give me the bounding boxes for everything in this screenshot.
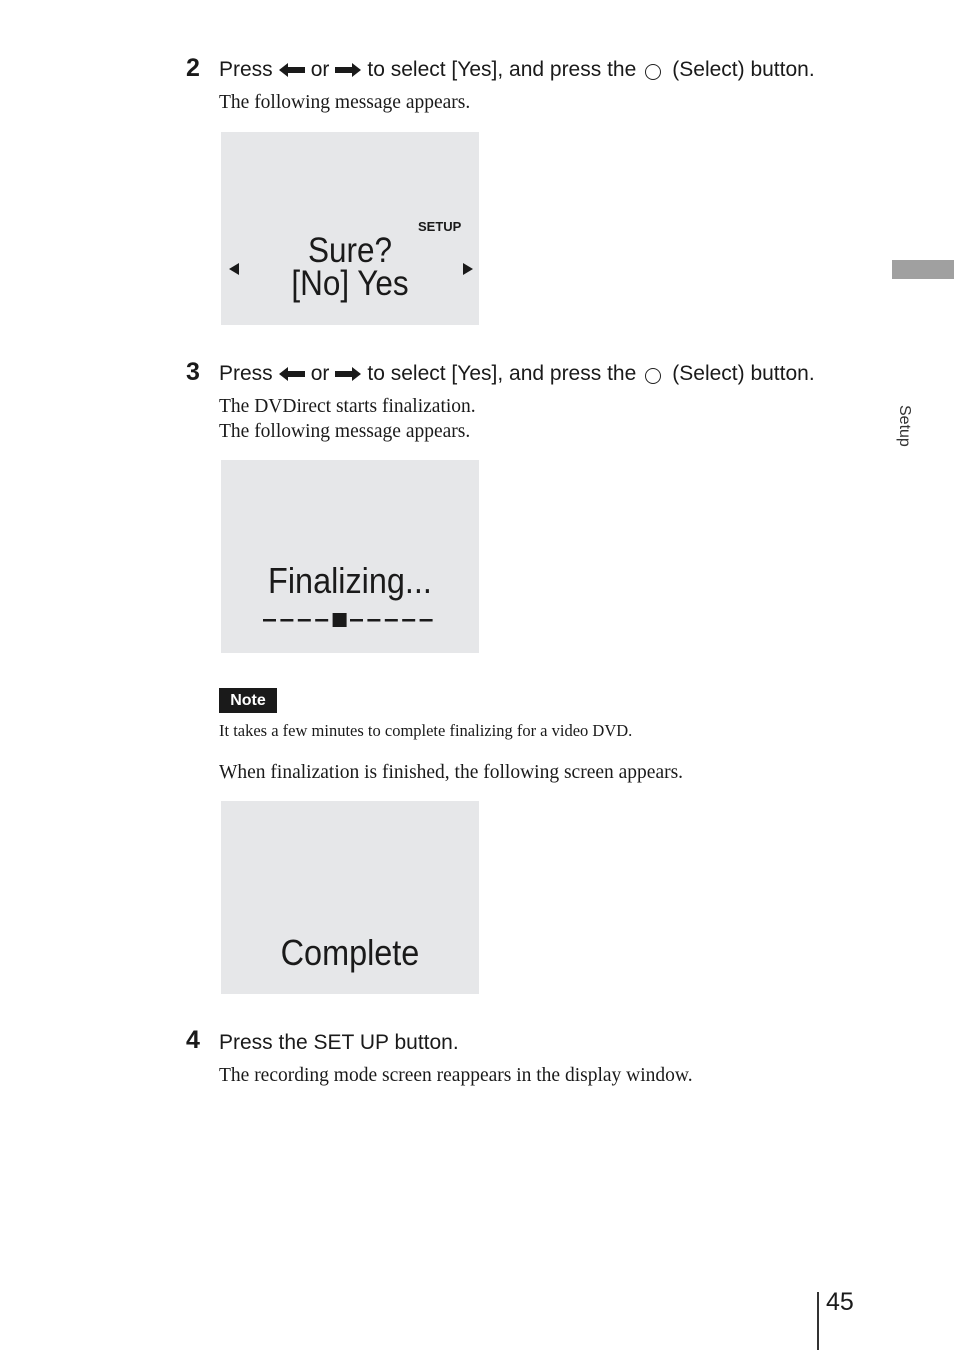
progress-dash bbox=[263, 619, 276, 622]
step-3-press: Press bbox=[219, 362, 273, 385]
lcd-progress-bar bbox=[263, 611, 437, 629]
progress-dash bbox=[420, 619, 433, 622]
section-tab-marker bbox=[892, 260, 954, 279]
after-note-text: When finalization is finished, the following screen appears. bbox=[219, 762, 684, 783]
step-3-sub-1: The DVDirect starts finalization. bbox=[219, 396, 476, 417]
step-3-instruction bbox=[219, 362, 815, 386]
step-2-instruction bbox=[219, 58, 815, 82]
step-3-or: or bbox=[310, 362, 330, 385]
lcd-screen-finalizing bbox=[221, 460, 479, 653]
note-text: It takes a few minutes to complete finalizing for a video DVD. bbox=[219, 721, 633, 740]
step-4-number: 4 bbox=[186, 1026, 200, 1054]
lcd-complete-text: Complete bbox=[280, 932, 420, 973]
step-3-mid: to select [Yes], and press the bbox=[367, 362, 637, 385]
step-2-press: Press bbox=[219, 58, 273, 81]
progress-dash bbox=[315, 619, 328, 622]
progress-dash bbox=[367, 619, 380, 622]
lcd-finalizing-text: Finalizing... bbox=[268, 560, 432, 601]
step-2-end: (Select) button. bbox=[672, 58, 815, 81]
progress-dash bbox=[385, 619, 398, 622]
progress-dash bbox=[280, 619, 293, 622]
left-arrow-icon bbox=[279, 367, 305, 381]
lcd-screen-confirm bbox=[221, 132, 479, 325]
step-4-instruction: Press the SET UP button. bbox=[219, 1031, 459, 1054]
right-arrow-icon bbox=[335, 367, 361, 381]
lcd-setup-tag: SETUP bbox=[418, 219, 462, 234]
step-3-number: 3 bbox=[186, 358, 200, 386]
page-number: 45 bbox=[826, 1288, 854, 1316]
progress-marker bbox=[333, 613, 347, 627]
progress-dash bbox=[350, 619, 363, 622]
lcd-sure-text: Sure? bbox=[307, 231, 393, 270]
lcd-no-yes-text: [No] Yes bbox=[291, 264, 409, 303]
step-2-mid: to select [Yes], and press the bbox=[367, 58, 637, 81]
step-3-sub-2: The following message appears. bbox=[219, 421, 471, 442]
select-button-icon bbox=[645, 64, 661, 80]
page-number-rule bbox=[817, 1292, 819, 1350]
step-2-or: or bbox=[310, 58, 330, 81]
lcd-screen-complete bbox=[221, 801, 479, 994]
step-2-number: 2 bbox=[186, 54, 200, 82]
note-badge: Note bbox=[219, 688, 277, 713]
left-arrow-icon bbox=[279, 63, 305, 77]
step-4-sub-1: The recording mode screen reappears in the display window. bbox=[219, 1065, 693, 1086]
select-button-icon bbox=[645, 368, 661, 384]
progress-dash bbox=[402, 619, 415, 622]
step-2-sub-1: The following message appears. bbox=[219, 92, 471, 113]
section-label: Setup bbox=[896, 405, 913, 447]
progress-dash bbox=[298, 619, 311, 622]
step-3-end: (Select) button. bbox=[672, 362, 815, 385]
right-arrow-icon bbox=[335, 63, 361, 77]
